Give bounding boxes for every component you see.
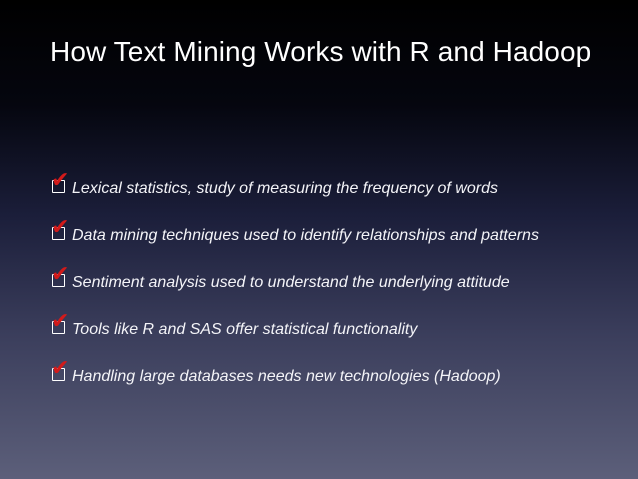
slide-title: How Text Mining Works with R and Hadoop — [50, 36, 592, 67]
red-checkmark-icon: ✔ — [51, 309, 70, 334]
bullet-text: Data mining techniques used to identify relationships and patterns — [72, 227, 539, 244]
bullet-item-tools — [51, 309, 632, 360]
bullet-item-hadoop — [51, 356, 632, 407]
bullet-text: Tools like R and SAS offer statistical functionality — [72, 321, 418, 338]
checkbox — [51, 215, 70, 243]
bullet-text: Lexical statistics, study of measuring the frequency of words — [72, 180, 498, 197]
checkbox — [51, 356, 70, 384]
checkbox — [51, 309, 70, 337]
bullet-list — [51, 168, 632, 407]
bullet-item-lexical — [51, 168, 632, 219]
bullet-text: Sentiment analysis used to understand the underlying attitude — [72, 274, 510, 291]
checkbox — [51, 262, 70, 290]
bullet-item-sentiment — [51, 262, 632, 313]
red-checkmark-icon: ✔ — [51, 356, 70, 381]
red-checkmark-icon: ✔ — [51, 168, 70, 193]
red-checkmark-icon: ✔ — [51, 262, 70, 287]
bullet-text: Handling large databases needs new technologies (Hadoop) — [72, 368, 501, 385]
bullet-item-data-mining — [51, 215, 632, 266]
red-checkmark-icon: ✔ — [51, 215, 70, 240]
checkbox — [51, 168, 70, 196]
